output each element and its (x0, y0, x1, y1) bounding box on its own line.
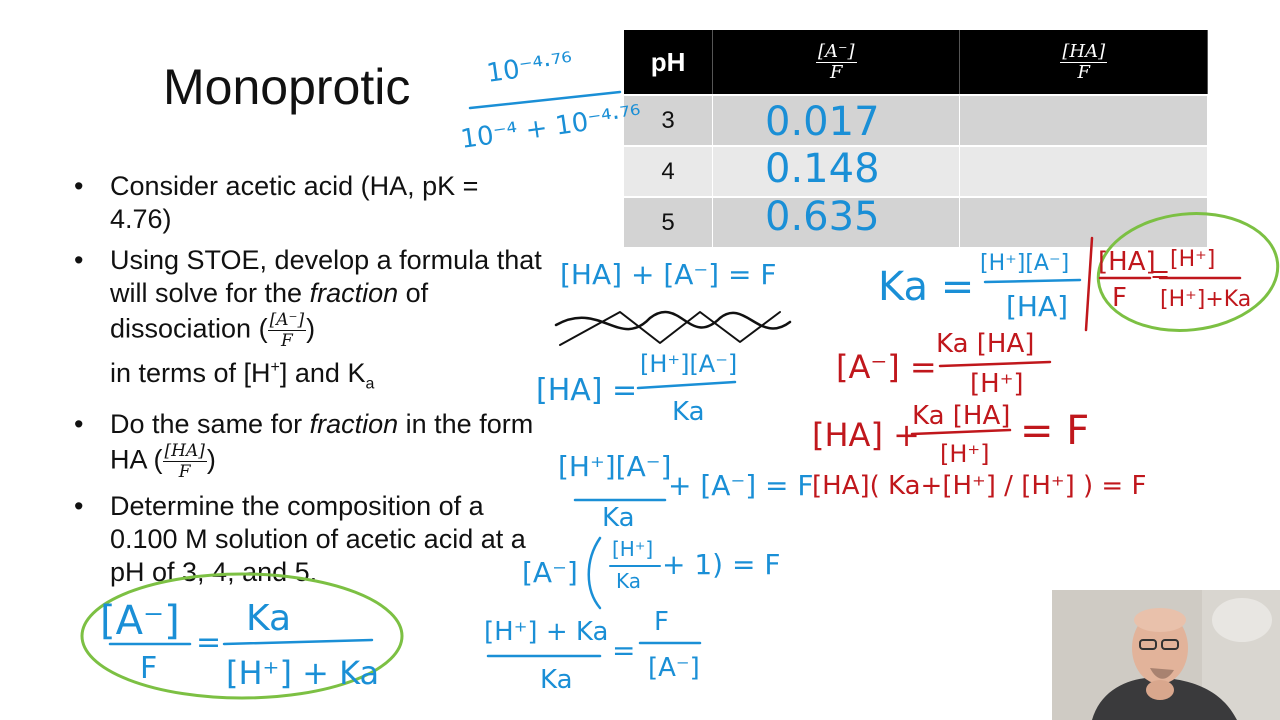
fraction-a-over-f: $\frac{[A^-]}{F}$ (269, 310, 305, 351)
hw-red-eq1-num: Ka [HA] (936, 329, 1035, 359)
hw-ka-den: [HA] (1006, 290, 1069, 323)
hw-blue-eq3-den: Ka (602, 503, 635, 533)
hw-green-left-lden: F (140, 651, 158, 686)
header-a-fraction: $\frac{[A^-]}{F}$ (713, 30, 960, 95)
hw-blue-eq2-lhs: [HA] = (536, 373, 638, 408)
hw-blue-eq2-bar (638, 382, 735, 388)
bullet-3: • Do the same for fraction in the form HA ( $\frac{[HA]}{F}$ ) (74, 408, 544, 482)
slide-title: Monoprotic (163, 59, 411, 115)
hw-blue-eq5-den: Ka (540, 665, 573, 695)
hw-red-eq1-bar (940, 362, 1050, 366)
hw-green-right-lnum: [HA] (1098, 247, 1156, 277)
hw-red-eq2-den: [H⁺] (940, 440, 990, 468)
hw-row2-value: 0.148 (765, 146, 880, 192)
hw-red-eq3: [HA]( Ka+[H⁺] / [H⁺] ) = F (812, 471, 1147, 501)
hw-blue-eq2-num: [H⁺][A⁻] (640, 350, 738, 378)
hw-red-eq2-lhs: [HA] + (812, 416, 920, 454)
hw-red-eq1-den: [H⁺] (970, 369, 1024, 399)
hw-blue-eq4-paren (589, 538, 600, 608)
hw-red-divider (1086, 238, 1092, 330)
header-ha-fraction: $\frac{[HA]}{F}$ (960, 30, 1208, 95)
hw-blue-eq2-den: Ka (672, 397, 705, 427)
hw-green-left-lnum: [A⁻] (100, 598, 180, 644)
hw-ka-bar (985, 280, 1080, 282)
hw-blue-eq5-num: [H⁺] + Ka (484, 617, 609, 647)
hw-green-right-lden: F (1112, 283, 1127, 313)
hw-blue-eq4-rhs: + 1) = F (662, 548, 781, 581)
hw-red-eq1-lhs: [A⁻] = (836, 348, 937, 386)
hw-blue-eq5-rnum: F (654, 607, 669, 637)
webcam-video (1052, 590, 1280, 720)
hw-green-left-rnum: Ka (246, 598, 292, 639)
cell-ph: 5 (624, 197, 713, 247)
hw-blue-eq1: [HA] + [A⁻] = F (560, 258, 777, 291)
hw-green-left-rden: [H⁺] + Ka (226, 654, 380, 692)
hw-red-eq2-rhs: = F (1020, 408, 1090, 454)
hw-blue-eq4-lhs: [A⁻] (522, 556, 578, 589)
hw-crossed-out-scribble (556, 312, 790, 329)
bullet-2: • Using STOE, develop a formula that will solve for the fraction of dissociation ( $\frac{[A^-]}{F}$ ) in terms of [H+] and $K_a$ (74, 244, 544, 400)
svg-text:=: = (1150, 260, 1171, 288)
hw-ka-num: [H⁺][A⁻] (980, 251, 1070, 276)
hw-red-eq2-num: Ka [HA] (912, 401, 1011, 431)
hw-blue-eq3-rhs: + [A⁻] = F (668, 469, 814, 502)
hw-ka-lhs: Ka = (878, 264, 975, 310)
presenter-illustration (1052, 590, 1280, 720)
hw-blue-eq5-eq: = (612, 634, 636, 667)
cell-ph: 3 (624, 95, 713, 146)
cell-ph: 4 (624, 146, 713, 197)
hw-row3-value: 0.635 (765, 194, 880, 240)
hw-top-denominator: 10⁻⁴ + 10⁻⁴·⁷⁶ (458, 99, 644, 155)
hw-blue-eq4-num: [H⁺] (612, 537, 654, 561)
svg-text:=: = (196, 625, 222, 660)
hw-green-right-rnum: [H⁺] (1170, 247, 1216, 272)
hw-blue-eq3-num: [H⁺][A⁻] (558, 450, 672, 483)
hw-green-left-rbar (224, 640, 372, 644)
hw-blue-eq4-den: Ka (616, 569, 642, 593)
hw-top-numerator: 10⁻⁴·⁷⁶ (484, 47, 575, 89)
bullet-1: • Consider acetic acid (HA, pK = 4.76) (74, 170, 544, 236)
fraction-ha-over-f: $\frac{[HA]}{F}$ (164, 441, 205, 483)
bullet-4: • Determine the composition of a 0.100 M solution of acetic acid at a pH of 3, 4, and 5. (74, 490, 544, 589)
header-ph: pH (624, 30, 713, 95)
hw-row1-value: 0.017 (765, 99, 880, 145)
hw-blue-eq5-rden: [A⁻] (648, 653, 700, 683)
hw-green-right-rden: [H⁺]+Ka (1160, 287, 1252, 312)
